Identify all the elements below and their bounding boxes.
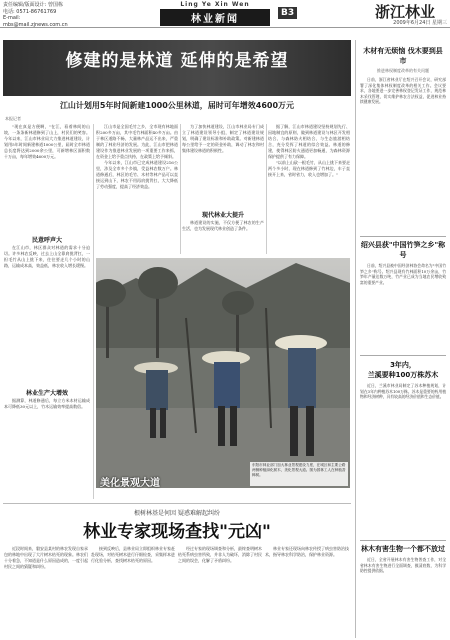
sidebar-story-3-headline-2: 兰溪要种100万株苏木	[367, 371, 439, 379]
lead-col3b-text: 林道建设的实施，不仅方便了林农的生产生活，也为发展现代林业创造了条件。	[182, 220, 264, 231]
lead-col1-text: "现在真是方便啊，"在江，看着林间的山坡，一条条新林道修到了山上，村民们的笑容。今年以来，江山市林业局大力推进林道建设，计划用5年时间新建林道1000公里，届时全市林道总长度将达到2000余公里，可新增林区面积数十万亩，每年增效4600万元。	[4, 124, 90, 159]
masthead-center	[160, 1, 270, 26]
sidebar-story-4-headline: 林木有害生物一个都不放过	[361, 545, 445, 553]
page-number: B3	[278, 7, 297, 19]
lead-col1b-text: 在江山市，林区群众对林道的需求十分迫切。许多林农反映，过去上山全靠肩挑背扛，一担毛竹从山上挑下来，往往要走几个小时的山路，运输成本高，效益低，林农收入增长缓慢。	[4, 245, 90, 268]
contact-editor: 责任编辑/版面设计: 曾国栋	[3, 2, 63, 8]
second-col4-text: 林业专家还现场向林农传授了病虫害防治技术，指导林农科学防治，保护林业资源。	[265, 546, 349, 557]
lead-column-4	[268, 124, 350, 254]
lead-col2-text: 江山市是全国毛竹之乡，全市现有林地面积200多万亩，其中毛竹林面积40多万亩。由于林区道路不畅，大量林产品运不出来，严重制约了林业经济的发展。为此，江山市把林道建设作为推进林业发展的一项重要工作来抓，在资金上给予重点扶持，在政策上给予倾斜。	[96, 124, 178, 159]
second-column-1	[4, 546, 88, 638]
sidebar-story-3-headline: 3年内，	[390, 361, 416, 369]
lead-headline-banner	[3, 40, 351, 96]
sidebar-story-1-text: 日前，浙江省林业厅在绍兴召开会议，研究部署了深化集体林权制度改革的相关工作。会议要求，各地要进一步完善林权登记发证工作，规范林木采伐管理，切实维护林农合法权益，促进林业持续健康发展。	[360, 77, 446, 105]
issue-date: 2009年6月24日 星期三	[393, 20, 447, 26]
lead-column-3	[182, 124, 264, 206]
masthead	[0, 0, 450, 28]
news-photo	[96, 258, 350, 488]
second-column-3	[178, 546, 262, 638]
second-col3-text: 经过专家的现场调查和分析，最终查明树木枯死系病虫害所致，并非人为破坏，消除了村民之间的误会，化解了矛盾纠纷。	[178, 546, 262, 563]
lead-byline: 本报记者	[5, 116, 21, 121]
second-col1-text: 近段时间来，磐安县某村的林农发现自家承包的林地中出现了大片树木枯死的现象。林农们十分着急，不知道是什么原因造成的，一度引起村民之间的猜疑和纠纷。	[4, 546, 88, 569]
second-col2-text: 接到反映后，县林业局立即组织林业专家赶赴现场，对枯死树木进行仔细检查，采集样本进行化验分析，查找树木枯死的原因。	[91, 546, 175, 563]
sidebar-story-3	[360, 360, 446, 553]
sidebar-divider	[360, 540, 446, 541]
lead-column-1	[4, 124, 90, 232]
column-rule	[93, 124, 94, 499]
sidebar-story-2-headline: 绍兴县获"中国竹笋之乡"称号	[360, 241, 446, 259]
lead-col1c-text: 据测算，林道修通后，每立方米木材运输成本可降低30元以上，竹木运输效率提高数倍。	[4, 398, 90, 409]
newspaper-logo: 浙江林业	[375, 3, 436, 21]
sidebar-story-3-text: 近日，兰溪市林业局制定了苏木种植规划，计划在3年内种植苏木100万株。苏木是重要的药用植物和经济树种，具有较高的经济价值和生态价值。	[360, 383, 446, 400]
lead-col3-text: 为了加快林道建设，江山市林业局专门成立了林道建设领导小组，制定了林道建设规划，明确了建设标准和补助政策。对新建林道每公里给予一定的资金补助，调动了林农和村集体建设林道的积极性。	[182, 124, 264, 153]
sidebar-story-1	[360, 46, 446, 247]
sidebar-story-2-text: 日前，绍兴县被中国经济林协会命名为"中国竹笋之乡"称号。绍兴县现有竹林面积10万余亩，竹笋年产量达数万吨，竹产业已成为当地农民增收致富的重要产业。	[360, 263, 446, 285]
lead-col2b-text: 今年以来，江山市已完成林道建设216公里，涉及全市多个乡镇，受益林农数万户。林道修通后，林区的毛竹、木材等林产品可以直接运到山下，林农不用再肩挑背扛，大大降低了劳动强度，提高了经济效益。	[96, 160, 178, 189]
lead-column-1b	[4, 245, 90, 385]
column-rule	[180, 124, 181, 254]
sidebar	[355, 40, 447, 638]
sidebar-story-2	[360, 240, 446, 363]
lead-section-title-3: 现代林业大提升	[201, 212, 244, 219]
contact-phone: 电话: 0571-86761769	[3, 8, 57, 15]
lead-section-title-2: 林业生产大增效	[25, 390, 68, 397]
lead-column-3b	[182, 220, 264, 254]
photo-title: 美化景观大道	[100, 478, 160, 489]
sidebar-story-1-sub: 推进林权制度改革的有关问题	[377, 68, 429, 73]
lead-col4b-text: "以前上山砍一根毛竹，从山上挑下来要走两个多小时，现在林道修到了竹林边，车子直接开上来，省时省力，收入也增加了。"	[268, 160, 350, 177]
second-story-kicker: 根树林基是何因 疑惑难解起纠纷	[134, 510, 220, 517]
second-story-headline: 林业专家现场查找"元凶"	[83, 522, 271, 542]
contact-email: E-mail: mbs@mail.zjnews.com.cn	[3, 15, 68, 28]
lead-section-title-1: 民意呼声大	[31, 237, 62, 244]
lead-subheadline: 江山计划用5年时间新建1000公里林道，届时可年增效4600万元	[59, 101, 295, 110]
section-title: 林业新闻	[160, 9, 270, 26]
second-column-4	[265, 546, 349, 638]
sidebar-divider	[360, 355, 446, 356]
column-rule	[266, 124, 267, 254]
photo-workers-planting-trees	[96, 258, 350, 488]
sidebar-divider	[360, 236, 446, 237]
masthead-contact	[3, 2, 83, 28]
lead-col4-text: 据了解，江山市林道建设坚持规划先行、因地制宜的原则，做到林道建设与林区开发相结合、与森林防火相结合、与生态旅游相结合，充分发挥了林道的综合效益。林道的修建，使得林区防火通道更加畅通，为森林资源保护提供了有力保障。	[268, 124, 350, 159]
lead-column-1c	[4, 398, 90, 496]
lead-column-2	[96, 124, 178, 254]
photo-caption: 东阳市林业部门加大林业景观建设力度，在城区和主要公路两侧种植绿化树木，美化景观大道。图为园林工人在种植香樟树。	[250, 462, 348, 486]
section-divider	[3, 503, 351, 504]
sidebar-story-4	[360, 544, 446, 637]
section-pinyin: Ling Ye Xin Wen	[180, 1, 250, 8]
sidebar-story-1-headline: 木材有无烦恼 伐木要到县市	[363, 47, 443, 65]
lead-headline: 修建的是林道 延伸的是希望	[65, 51, 289, 71]
sidebar-story-4-text: 近日，全省开展林木有害生物普查工作，对全省林木有害生物进行全面调查，摸清底数，为科学防控提供依据。	[360, 557, 446, 574]
second-column-2	[91, 546, 175, 638]
